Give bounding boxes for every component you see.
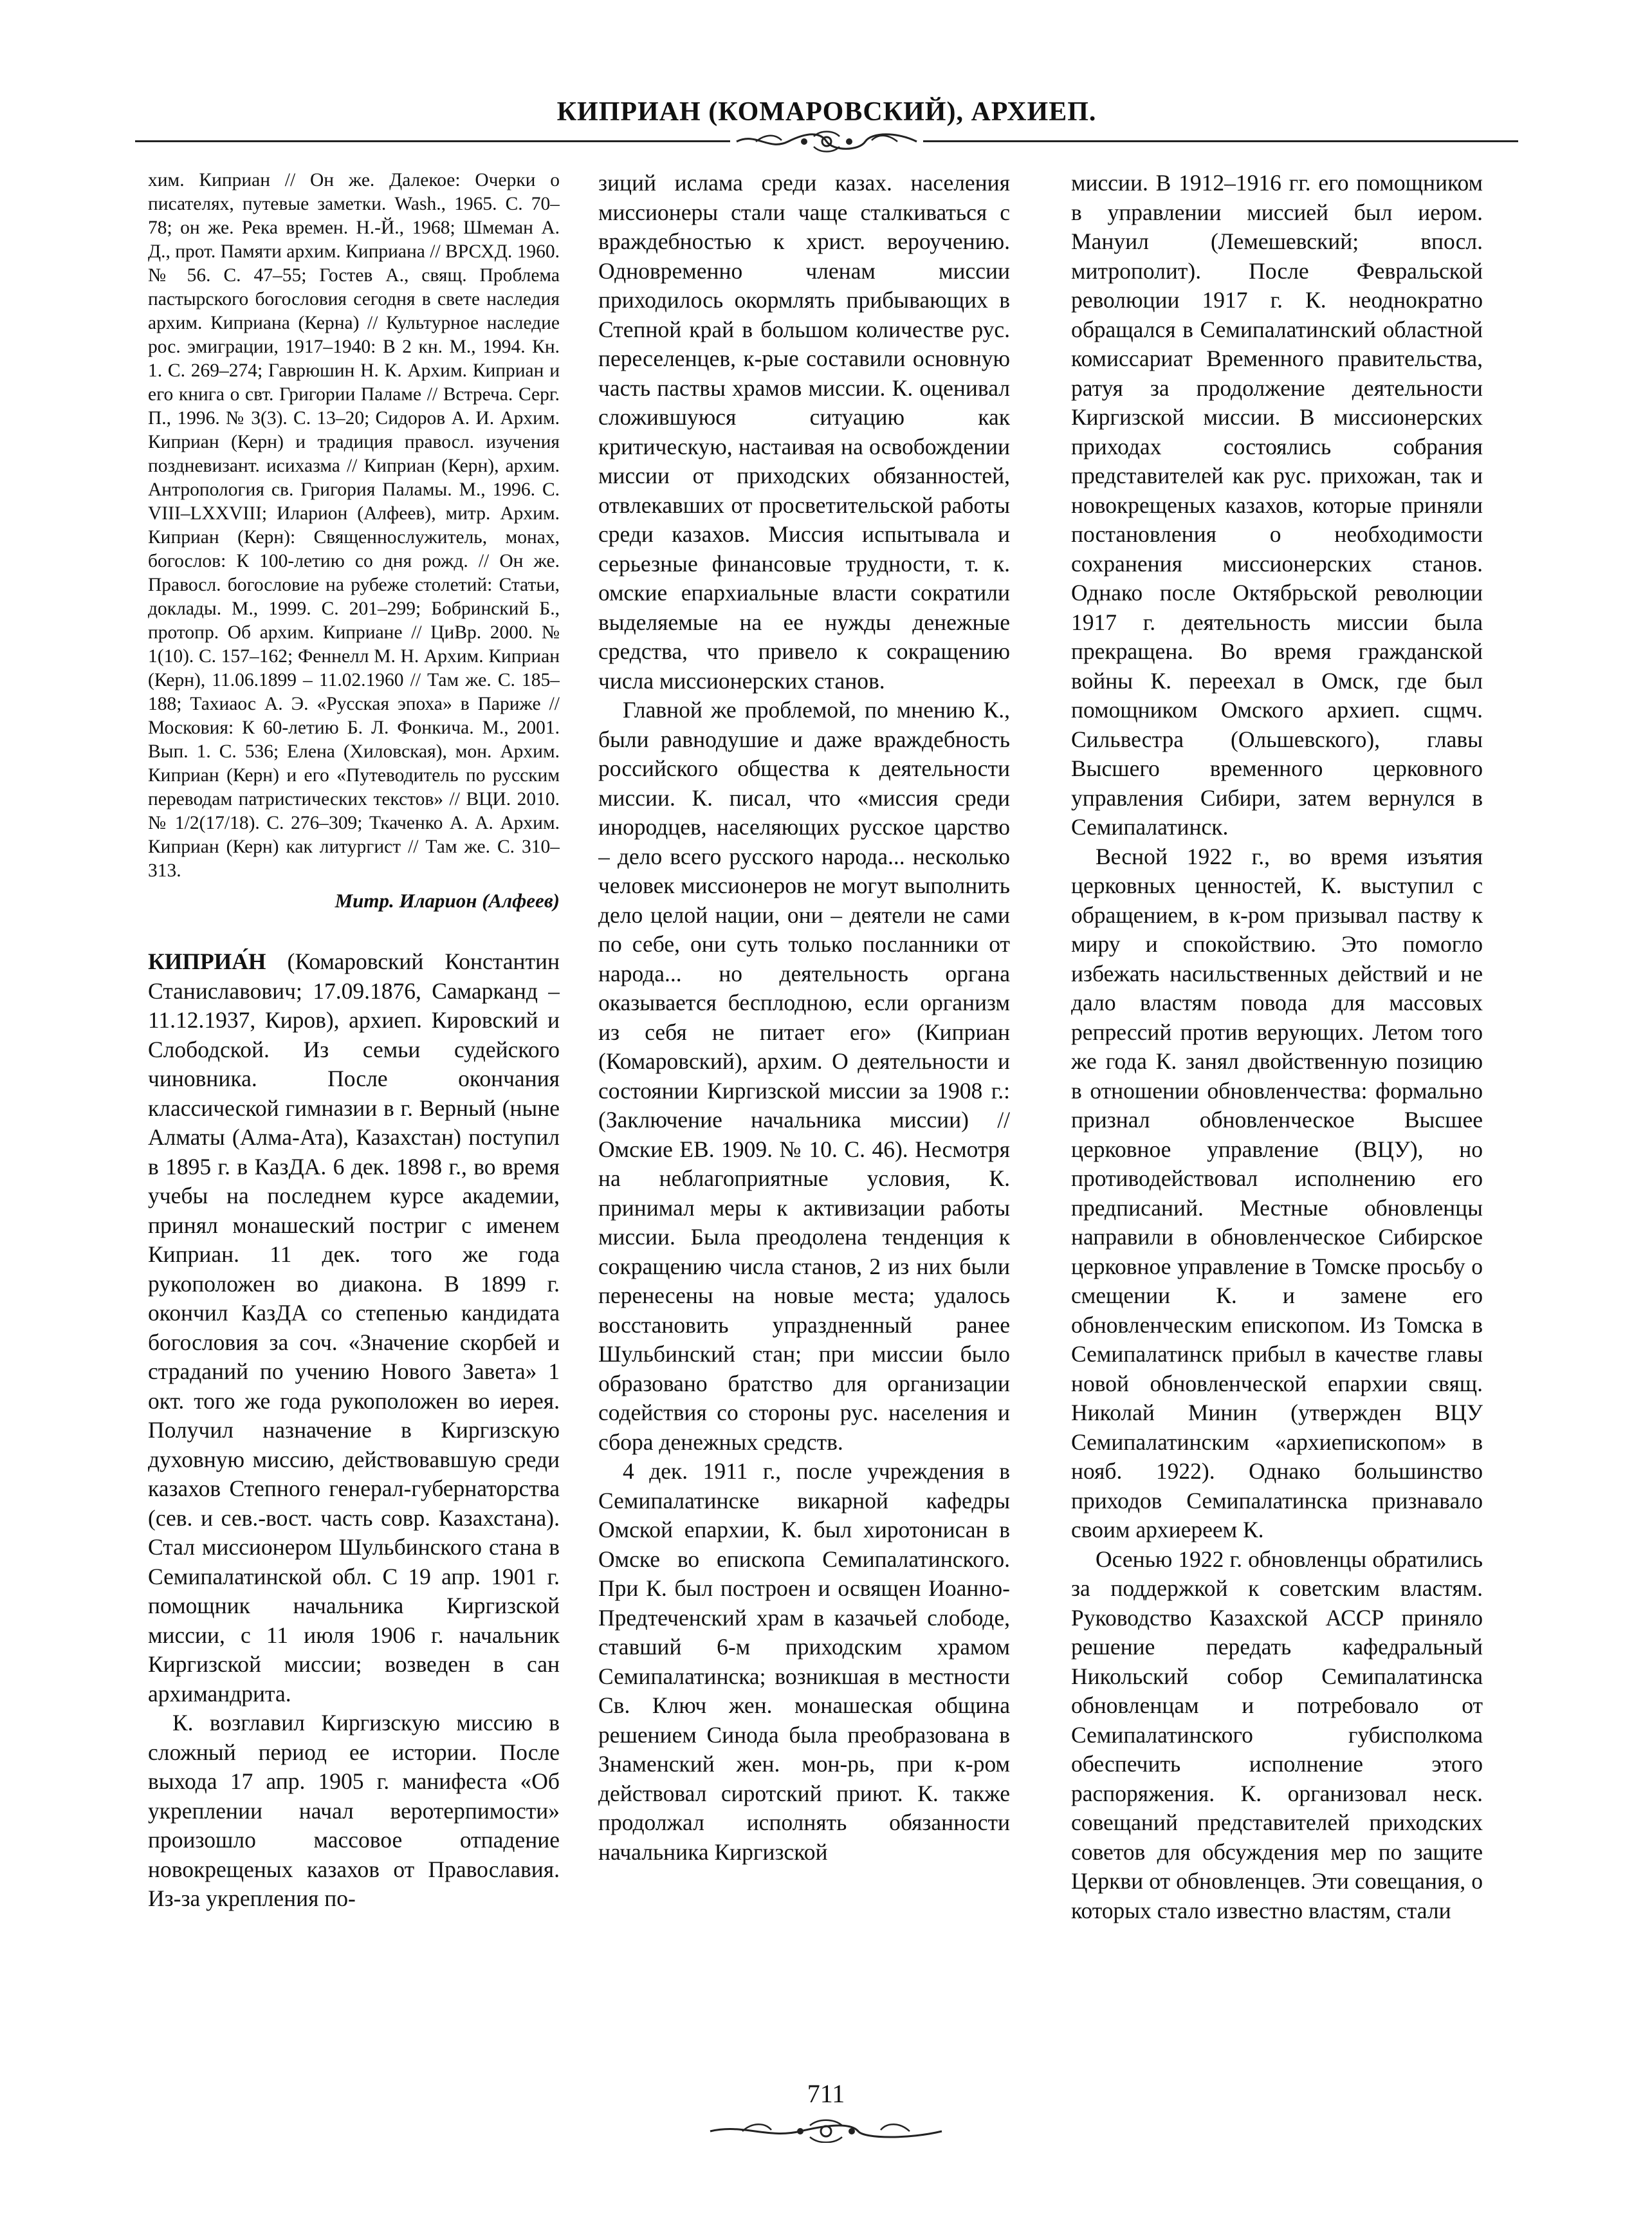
paragraph: зиций ислама среди казах. населения миссионеры стали чаще сталкиваться с враждебностью к христ. вероучению. Одновременно членам миссии приходилось окормлять прибывающих в Степной край в большом количестве рус. переселенцев, к-рые составили основную часть паствы храмов миссии. К. оценивал сложившуюся ситуацию как критическую, настаивая на освобождении миссии от приходских обязанностей, отвлекавших от просветительской работы среди казахов. Миссия испытывала и серьезные финансовые трудности, т. к. омские епархиальные власти сократили выделяемые на ее нужды денежные средства, что привело к сокращению числа миссионерских станов. <box>598 170 1010 694</box>
paragraph: К. возглавил Киргизскую миссию в сложный период ее истории. После выхода 17 апр. 1905 г. манифеста «Об укреплении начал веротерпимости» произошло массовое отпадение новокрещеных казахов от Православия. Из-за укрепления по- <box>148 1710 560 1911</box>
floral-ornament-icon <box>730 129 923 154</box>
page-footer <box>0 2078 1652 2169</box>
author-signature: Митр. Иларион (Алфеев) <box>335 889 560 912</box>
paragraph: 4 дек. 1911 г., после учреждения в Семипалатинске викарной кафедры Омской епархии, К. был хиротонисан в Омске во епископа Семипалатинского. При К. был построен и освящен Иоанно-Предтеченский храм в казачьей слободе, ставший 6-м приходским храмом Семипалатинска; возникшая в местности Св. Ключ жен. монашеская община решением Синода была преобразована в Знаменский жен. мон-рь, при к-ром действовал сиротский приют. К. также продолжал исполнять обязанности начальника Киргизской <box>598 1458 1010 1865</box>
paragraph: Осенью 1922 г. обновленцы обратились за поддержкой к советским властям. Руководство Казахской АССР приняло решение передать кафедральный Никольский собор Семипалатинска обновленцам и потребовало от Семипалатинского губисполкома обеспечить исполнение этого распоряжения. К. организовал неск. совещаний представителей приходских советов для обсуждения мер по защите Церкви от обновленцев. Эти совещания, о которых стало известно властям, стали <box>1071 1546 1483 1923</box>
bibliography-block <box>148 169 560 883</box>
paragraph: миссии. В 1912–1916 гг. его помощником в управлении миссией был иером. Мануил (Лемешевский; впосл. митрополит). После Февральской революции 1917 г. К. неоднократно обращался в Семипалатинский областной комиссариат Временного правительства, ратуя за продолжение деятельности Киргизской миссии. В миссионерских приходах состоялись собрания представителей как рус. прихожан, так и новокрещеных казахов, которые приняли постановления о необходимости сохранения миссионерских станов. Однако после Октябрьской революции 1917 г. деятельность миссии была прекращена. Во время гражданской войны К. переехал в Омск, где был помощником Омского архиеп. сщмч. Сильвестра (Ольшевского), главы Высшего временного церковного управления Сибири, затем вернулся в Семипалатинск. <box>1071 170 1483 840</box>
floral-ornament-icon <box>704 2117 948 2143</box>
entry-kiprian <box>148 947 560 1914</box>
bibliography-text: хим. Киприан // Он же. Далекое: Очерки о писателях, путевые заметки. Wash., 1965. С. 70–78; он же. Река времен. Н.-Й., 1968; Шмеман А. Д., прот. Памяти архим. Киприана // ВРСХД. 1960. № 56. С. 47–55; Гостев А., свящ. Проблема пастырского богословия сегодня в свете наследия архим. Киприана (Керна) // Культурное наследие рос. эмиграции, 1917–1940: В 2 кн. М., 1994. Кн. 1. С. 269–274; Гаврюшин Н. К. Архим. Киприан и его книга о свт. Григории Паламе // Встреча. Серг. П., 1996. № 3(3). С. 13–20; Сидоров А. И. Архим. Киприан (Керн) и традиция правосл. изучения поздневизант. исихазма // Киприан (Керн), архим. Антропология св. Григория Паламы. М., 1996. С. VIII–LXXVIII; Иларион (Алфеев), митр. Архим. Киприан (Керн): Священнослужитель, монах, богослов: К 100-летию со дня рожд. // Он же. Правосл. богословие на рубеже столетий: Статьи, доклады. М., 1999. С. 201–299; Бобринский Б., протопр. Об архим. Киприане // ЦиВр. 2000. № 1(10). С. 157–162; Феннелл М. Н. Архим. Киприан (Керн), 11.06.1899 – 11.02.1960 // Там же. С. 185–188; Тахиаос А. Э. «Русская эпоха» в Париже // Московия: К 60-летию Б. Л. Фонкича. М., 2001. Вып. 1. С. 536; Елена (Хиловская), мон. Архим. Киприан (Керн) и его «Путеводитель по русским переводам патристических текстов» // ВЦИ. 2010. № 1/2(17/18). С. 276–309; Ткаченко А. А. Архим. Киприан (Керн) как литургист // Там же. С. 310–313. <box>148 170 560 881</box>
running-header <box>135 97 1518 148</box>
column-3 <box>1071 169 1483 2054</box>
paragraph: Весной 1922 г., во время изъятия церковных ценностей, К. выступил с обращением, в к-ром призывал паству к миру и спокойствию. Это помогло избежать насильственных действий и не дало властям повода для массовых репрессий против верующих. Летом того же года К. занял двойственную позицию в отношении обновленчества: формально признал обновленческое Высшее церковное управление (ВЦУ), но противодействовал исполнению его предписаний. Местные обновленцы направили в обновленческое Сибирское церковное управление в Томске просьбу о смещении К. и замене его обновленческим епископом. Из Томска в Семипалатинск прибыл в качестве главы новой обновленческой епархии свящ. Николай Минин (утвержден ВЦУ Семипалатинским «архиепископом» в нояб. 1922). Однако большинство приходов Семипалатинска признавало своим архиереем К. <box>1071 843 1483 1542</box>
paragraph: Главной же проблемой, по мнению К., были равнодушие и даже враждебность российского общества к деятельности миссии. К. писал, что «миссия среди инородцев, населяющих русское царство – дело всего русского народа... несколько человек миссионеров не могут выполнить дело целой нации, они – деятели не сами по себе, они суть только посланники от народа... но деятельность органа оказывается бесплодною, если организм из себя не питает его» (Киприан (Комаровский), архим. О деятельности и состоянии Киргизской миссии за 1908 г.: (Заключение начальника миссии) // Омские ЕВ. 1909. № 10. С. 46). Несмотря на неблагоприятные условия, К. принимал меры к активизации работы миссии. Была преодолена тенденция к сокращению числа станов, 2 из них были перенесены на новые места; удалось восстановить упраздненный ранее Шульбинский стан; при миссии было образовано братство для организации содействия со стороны рус. населения и сбора денежных средств. <box>598 697 1010 1455</box>
page-number: 711 <box>807 2079 845 2108</box>
column-2 <box>598 169 1010 2054</box>
column-1 <box>148 169 560 2054</box>
entry-title: КИПРИА́Н <box>148 949 266 974</box>
running-header-title: КИПРИАН (КОМАРОВСКИЙ), АРХИЕП. <box>556 97 1097 127</box>
entry-intro-text: (Комаровский Константин Станиславович; 17.09.1876, Самарканд – 11.12.1937, Киров), архиеп. Кировский и Слободской. Из семьи судейского чиновника. После окончания классической гимназии в г. Верный (ныне Алматы (Алма-Ата), Казахстан) поступил в 1895 г. в КазДА. 6 дек. 1898 г., во время учебы на последнем курсе академии, принял монашеский постриг с именем Киприан. 11 дек. того же года рукоположен во диакона. В 1899 г. окончил КазДА со степенью кандидата богословия за соч. «Значение скорбей и страданий по учению Нового Завета» 1 окт. того же года рукоположен во иерея. Получил назначение в Киргизскую духовную миссию, действовавшую среди казахов Степного генерал-губернаторства (сев. и сев.-вост. часть совр. Казахстана). Стал миссионером Шульбинского стана в Семипалатинской обл. С 19 апр. 1901 г. помощник начальника Киргизской миссии, с 11 июля 1906 г. начальник Киргизской миссии; возведен в сан архимандрита. <box>148 949 560 1707</box>
entry-intro-paragraph <box>148 947 560 1708</box>
